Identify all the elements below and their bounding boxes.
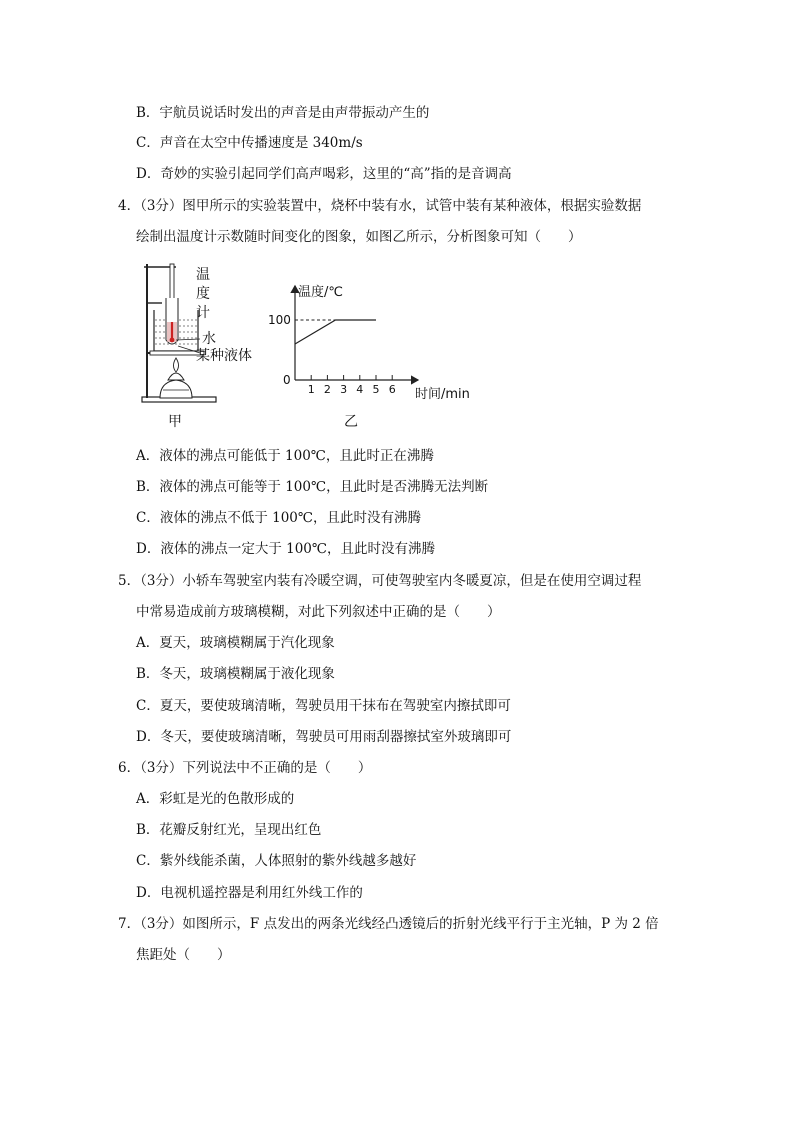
q6-option-a: A．彩虹是光的色散形成的 xyxy=(136,791,295,807)
q6-option-d: D．电视机遥控器是利用红外线工作的 xyxy=(136,885,363,901)
q4-option-a: A．液体的沸点可能低于 100℃，且此时正在沸腾 xyxy=(136,448,434,464)
q6-stem: 6．（3分）下列说法中不正确的是（ ） xyxy=(118,760,372,776)
flame-icon xyxy=(174,358,179,372)
x-tick-label: 6 xyxy=(388,383,396,396)
x-tick-label: 3 xyxy=(340,383,348,396)
q7-stem-line1: 7．（3分）如图所示，F 点发出的两条光线经凸透镜后的折射光线平行于主光轴，P 为 2 倍 xyxy=(118,916,659,932)
q3-option-c: C．声音在太空中传播速度是 340m/s xyxy=(136,135,363,151)
q5-option-b: B．冬天，玻璃模糊属于液化现象 xyxy=(136,666,335,682)
q5-option-c: C．夏天，要使玻璃清晰，驾驶员用干抹布在驾驶室内擦拭即可 xyxy=(136,698,511,714)
y-tick-label: 100 xyxy=(268,313,291,327)
caption-yi: 乙 xyxy=(344,414,358,430)
label-liquid: 某种液体 xyxy=(196,348,252,364)
q4-option-b: B．液体的沸点可能等于 100℃，且此时是否沸腾无法判断 xyxy=(136,479,489,495)
x-axis-label: 时间/min xyxy=(415,387,470,402)
alcohol-lamp xyxy=(168,373,184,380)
q5-option-a: A．夏天，玻璃模糊属于汽化现象 xyxy=(136,635,335,651)
q7-stem-line2: 焦距处（ ） xyxy=(136,947,231,963)
q6-option-c: C．紫外线能杀菌，人体照射的紫外线越多越好 xyxy=(136,853,417,869)
q3-option-d: D．奇妙的实验引起同学们高声喝彩，这里的“高”指的是音调高 xyxy=(136,166,512,182)
caption-jia: 甲 xyxy=(168,414,182,430)
figure-yi-chart xyxy=(268,278,480,408)
x-tick-label: 1 xyxy=(307,383,315,396)
x-tick-label: 4 xyxy=(356,383,364,396)
q5-option-d: D．冬天，要使玻璃清晰，驾驶员可用雨刮器擦拭室外玻璃即可 xyxy=(136,729,512,745)
label-wen: 温 xyxy=(196,267,210,283)
label-water: 水 xyxy=(202,331,216,347)
q4-stem-line1: 4．（3分）图甲所示的实验装置中，烧杯中装有水，试管中装有某种液体，根据实验数据 xyxy=(118,198,642,214)
q6-option-b: B．花瓣反射红光，呈现出红色 xyxy=(136,822,322,838)
q3-option-b: B．宇航员说话时发出的声音是由声带振动产生的 xyxy=(136,105,430,121)
q4-stem-line2: 绘制出温度计示数随时间变化的图象，如图乙所示，分析图象可知（ ） xyxy=(136,229,582,245)
label-du: 度 xyxy=(196,286,210,302)
x-tick-label: 2 xyxy=(323,383,331,396)
y-axis-label: 温度/℃ xyxy=(298,285,343,300)
label-ji: 计 xyxy=(196,305,210,321)
origin-label: 0 xyxy=(283,373,291,387)
temperature-line xyxy=(295,320,376,344)
q4-option-d: D．液体的沸点一定大于 100℃，且此时没有沸腾 xyxy=(136,541,435,557)
q4-option-c: C．液体的沸点不低于 100℃，且此时没有沸腾 xyxy=(136,510,421,526)
q5-stem-line2: 中常易造成前方玻璃模糊，对此下列叙述中正确的是（ ） xyxy=(136,604,501,620)
q5-stem-line1: 5．（3分）小轿车驾驶室内装有冷暖空调，可使驾驶室内冬暖夏凉，但是在使用空调过程 xyxy=(118,573,642,589)
x-tick-label: 5 xyxy=(372,383,380,396)
